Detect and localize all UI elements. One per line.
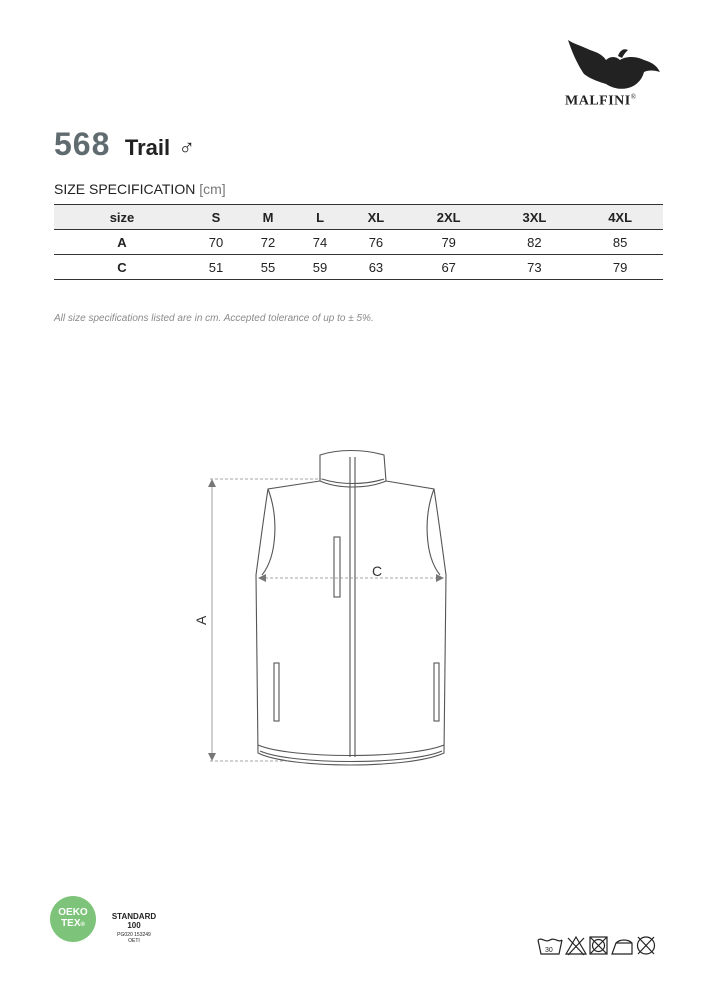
no-dry-clean-icon: [638, 937, 655, 954]
table-row: [54, 255, 663, 280]
wash-temperature: 30: [545, 947, 553, 954]
care-symbols: [536, 934, 668, 958]
product-title: [54, 126, 195, 163]
brand-name: MALFINI®: [565, 93, 637, 109]
dimension-label-c: C: [372, 563, 383, 579]
no-tumble-dry-icon: [590, 937, 607, 954]
table-cell: 82: [527, 234, 542, 250]
table-cell: 55: [260, 259, 276, 275]
iron-low-icon: [612, 940, 632, 954]
row-label: A: [117, 234, 127, 250]
table-cell: 63: [368, 259, 384, 275]
product-name: Trail: [124, 135, 171, 160]
table-cell: 79: [612, 259, 628, 275]
column-header: 2XL: [436, 209, 461, 225]
column-header: L: [316, 209, 325, 225]
column-header: M: [262, 209, 274, 225]
product-number: 568: [54, 126, 111, 162]
male-symbol: ♂: [178, 135, 196, 160]
table-cell: 51: [208, 259, 224, 275]
table-cell: 67: [441, 259, 456, 275]
column-header: S: [211, 209, 221, 225]
table-cell: 73: [527, 259, 542, 275]
oeko-tex-badge: OEKO TEX®: [50, 896, 96, 942]
no-bleach-icon: [566, 937, 586, 955]
column-header: 3XL: [522, 209, 547, 225]
standard-label: STANDARD 100 PG020 153249 OETI: [111, 912, 157, 944]
table-row: [54, 230, 663, 255]
size-table: [54, 204, 663, 280]
column-header: 4XL: [608, 209, 633, 225]
table-cell: 74: [312, 234, 328, 250]
vest-diagram: [180, 445, 480, 785]
table-cell: 79: [441, 234, 456, 250]
spec-heading: SIZE SPECIFICATION [cm]: [54, 181, 226, 197]
column-header: XL: [367, 209, 385, 225]
table-cell: 85: [612, 234, 628, 250]
dimension-label-a: A: [193, 615, 209, 625]
column-header: size: [109, 209, 135, 225]
row-label: C: [117, 259, 127, 275]
table-header-row: [54, 205, 663, 230]
tolerance-note: All size specifications listed are in cm. Accepted tolerance of up to ± 5%.: [54, 313, 374, 324]
table-cell: 70: [208, 234, 224, 250]
table-cell: 72: [260, 234, 276, 250]
table-cell: 76: [368, 234, 384, 250]
table-cell: 59: [312, 259, 328, 275]
